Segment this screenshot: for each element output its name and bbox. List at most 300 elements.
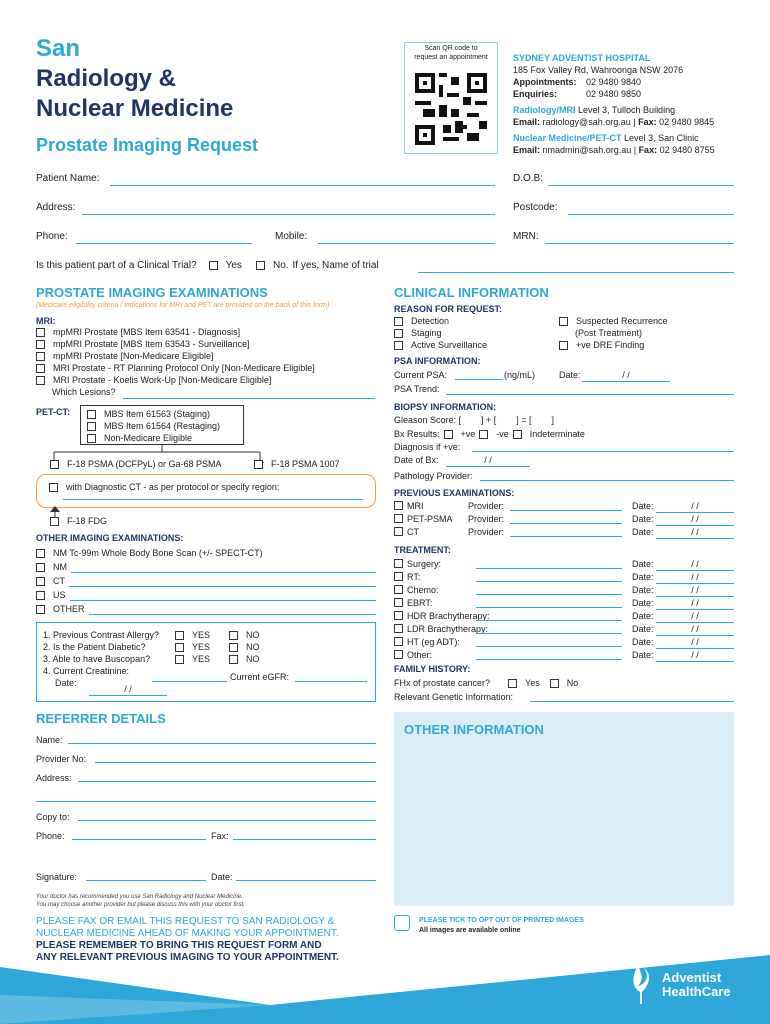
pet-item-label: MBS Item 61564 (Restaging)	[104, 421, 221, 431]
treatment-list	[394, 558, 734, 662]
diagnostic-ct-box	[36, 474, 376, 508]
prev-date-label: Date:	[632, 501, 654, 511]
diagnosis-field[interactable]	[472, 451, 734, 452]
reason-checkbox[interactable]	[394, 341, 403, 350]
notice-line-2: NUCLEAR MEDICINE AHEAD OF MAKING YOUR APPOINTMENT.	[36, 928, 339, 939]
bx-results-label: Bx Results:	[394, 429, 440, 439]
bx-pos-checkbox[interactable]	[444, 430, 453, 439]
treatment-checkbox[interactable]	[394, 572, 403, 581]
optout-checkbox[interactable]	[394, 915, 410, 931]
pathology-field[interactable]	[480, 480, 734, 481]
q4-label: 4. Current Creatinine:	[43, 666, 130, 676]
fhx-label: FHx of prostate cancer?	[394, 678, 491, 688]
optout-line-1: PLEASE TICK TO OPT OUT OF PRINTED IMAGES	[419, 917, 584, 924]
trial-row	[36, 259, 379, 272]
treatment-date-field[interactable]: / /	[656, 649, 734, 662]
mri-item[interactable]	[36, 374, 315, 386]
pet-item-label: Non-Medicare Eligible	[104, 433, 193, 443]
copy-to-field[interactable]	[78, 820, 376, 821]
referrer-fax-label: Fax:	[211, 831, 229, 841]
footer-wave	[0, 955, 770, 1024]
mri-item-label: mpMRI Prostate [Non-Medicare Eligible]	[53, 351, 214, 361]
other-checkbox[interactable]	[36, 563, 45, 572]
dob-field[interactable]	[548, 185, 734, 186]
prev-provider-field[interactable]	[510, 510, 622, 511]
prev-exam-checkbox[interactable]	[394, 527, 403, 536]
optout-line-2: All images are available online	[419, 927, 521, 934]
other-imaging-heading: OTHER IMAGING EXAMINATIONS:	[36, 533, 184, 543]
referrer-phone-field[interactable]	[72, 839, 206, 840]
referrer-phone-label: Phone:	[36, 831, 65, 841]
rad-label: Radiology/MRI	[513, 105, 576, 115]
reason-item[interactable]	[394, 315, 487, 327]
prev-provider-label: Provider:	[468, 514, 505, 524]
phone-label: Phone:	[36, 231, 68, 242]
fhx-no-label: No	[566, 678, 579, 688]
treatment-date-label: Date:	[632, 611, 654, 621]
treatment-date-field[interactable]: / /	[656, 558, 734, 571]
psa-heading: PSA INFORMATION:	[394, 356, 481, 366]
q3-no-checkbox[interactable]	[229, 655, 238, 664]
pet-checkbox[interactable]	[87, 434, 96, 443]
trial-no-checkbox[interactable]	[256, 261, 265, 270]
psma2-label: F-18 PSMA 1007	[271, 459, 340, 469]
other-item[interactable]	[36, 574, 376, 588]
bx-indet-label: Indeterminate	[529, 429, 585, 439]
treatment-field[interactable]	[476, 594, 622, 595]
mri-label: MRI:	[36, 316, 56, 326]
treatment-label: HDR Brachytherapy:	[407, 611, 490, 621]
treatment-row[interactable]	[394, 636, 734, 649]
bx-indet-checkbox[interactable]	[513, 430, 522, 439]
prev-exam-row[interactable]	[394, 513, 734, 526]
address-field[interactable]	[82, 214, 495, 215]
other-item-label: CT	[53, 576, 65, 586]
diag-ct-checkbox[interactable]	[49, 483, 58, 492]
pet-mbs-box	[80, 405, 244, 445]
address-label: Address:	[36, 202, 76, 213]
other-item-field[interactable]	[71, 572, 376, 573]
fdg-checkbox[interactable]	[50, 517, 59, 526]
other-item-field[interactable]	[69, 586, 376, 587]
qr-code-icon	[415, 73, 487, 145]
prev-date-label: Date:	[632, 527, 654, 537]
diag-ct-label: with Diagnostic CT - as per protocol or specify region:	[66, 482, 280, 492]
trial-name-field[interactable]	[418, 272, 734, 273]
treatment-row[interactable]	[394, 597, 734, 610]
q2-no-checkbox[interactable]	[229, 643, 238, 652]
bx-neg-checkbox[interactable]	[479, 430, 488, 439]
other-info-panel[interactable]	[394, 712, 734, 906]
q1-label: 1. Previous Contrast Allergy?	[43, 630, 160, 640]
fhx-yes-label: Yes	[525, 678, 540, 688]
trial-yes-label: Yes	[225, 260, 242, 271]
provider-no-label: Provider No:	[36, 754, 87, 764]
mri-item-label: mpMRI Prostate [MBS Item 63541 - Diagnosis]	[53, 327, 241, 337]
creatinine-date-field[interactable]: / /	[89, 683, 167, 696]
notice-line-3: PLEASE REMEMBER TO BRING THIS REQUEST FORM AND	[36, 940, 322, 951]
trial-no-label: No.	[272, 260, 289, 271]
genetic-label: Relevant Genetic Information:	[394, 692, 514, 702]
patient-name-field[interactable]	[110, 185, 495, 186]
referrer-address-field-2[interactable]	[36, 801, 376, 802]
fhx-row	[394, 677, 578, 689]
mri-checkbox[interactable]	[36, 340, 45, 349]
treatment-date-field[interactable]: / /	[656, 597, 734, 610]
yes-label: YES	[192, 630, 211, 640]
psa-unit: (ng/mL)	[504, 370, 536, 380]
prev-exam-label: MRI	[407, 501, 424, 511]
other-item-label: NM	[53, 562, 67, 572]
petct-label: PET-CT:	[36, 407, 71, 417]
safety-questions-box	[36, 622, 376, 702]
no-label: NO	[246, 642, 260, 652]
egfr-field[interactable]	[295, 681, 367, 682]
diag-ct-option[interactable]	[49, 481, 279, 493]
referrer-fax-field[interactable]	[233, 839, 376, 840]
prev-exam-label: PET-PSMA	[407, 514, 453, 524]
other-item-label: OTHER	[53, 604, 85, 614]
mobile-field[interactable]	[318, 243, 495, 244]
reason-checkbox[interactable]	[394, 317, 403, 326]
reason-checkbox[interactable]	[559, 317, 568, 326]
treatment-date-field[interactable]: / /	[656, 571, 734, 584]
psa-date-field[interactable]: / /	[582, 369, 670, 382]
other-item[interactable]	[36, 588, 376, 602]
creatinine-field[interactable]	[152, 681, 227, 682]
treatment-field[interactable]	[476, 581, 622, 582]
no-label: NO	[246, 630, 260, 640]
prev-provider-field[interactable]	[510, 523, 622, 524]
pet-item[interactable]	[87, 432, 237, 444]
treatment-field[interactable]	[476, 620, 622, 621]
prev-exam-row[interactable]	[394, 526, 734, 539]
psa-date-label: Date:	[559, 370, 581, 380]
treatment-checkbox[interactable]	[394, 624, 403, 633]
psa-current-field[interactable]	[455, 379, 503, 380]
prev-exam-checkbox[interactable]	[394, 501, 403, 510]
psma1-checkbox[interactable]	[50, 460, 59, 469]
disclaimer	[36, 893, 245, 909]
brand-line-2: Radiology &	[36, 65, 177, 92]
other-item-label: US	[53, 590, 66, 600]
postcode-field[interactable]	[568, 214, 734, 215]
rad-fax: 02 9480 9845	[659, 117, 715, 127]
safety-no-col	[229, 629, 260, 665]
mri-item[interactable]	[36, 350, 315, 362]
footer-logo-line-2: HealthCare	[662, 984, 731, 999]
referrer-address-label: Address:	[36, 773, 72, 783]
psa-trend-field[interactable]	[446, 394, 734, 395]
reason-checkbox[interactable]	[559, 341, 568, 350]
pathology-label: Pathology Provider:	[394, 471, 473, 481]
pet-item[interactable]	[87, 408, 237, 420]
bx-neg-label: -ve	[496, 429, 509, 439]
treatment-date-field[interactable]: / /	[656, 623, 734, 636]
bx-date-field[interactable]: / /	[446, 454, 530, 467]
safety-questions	[43, 629, 159, 689]
treatment-label: EBRT:	[407, 598, 433, 608]
diag-ct-region-field[interactable]	[63, 499, 363, 500]
treatment-checkbox[interactable]	[394, 585, 403, 594]
pet-item[interactable]	[87, 420, 237, 432]
mri-item-label: mpMRI Prostate [MBS Item 63543 - Surveillance]	[53, 339, 250, 349]
prev-provider-label: Provider:	[468, 501, 505, 511]
signature-label: Signature:	[36, 872, 78, 882]
q3-label: 3. Able to have Buscopan?	[43, 654, 151, 664]
bx-results-row	[394, 428, 585, 440]
which-lesions-field[interactable]	[123, 398, 375, 399]
psa-current-label: Current PSA:	[394, 370, 448, 380]
phone-field[interactable]	[76, 243, 252, 244]
fhx-yes-checkbox[interactable]	[508, 679, 517, 688]
treatment-row[interactable]	[394, 584, 734, 597]
reason-label: Active Surveillance	[411, 340, 488, 350]
treatment-field[interactable]	[476, 568, 622, 569]
referrer-heading: REFERRER DETAILS	[36, 711, 166, 726]
treatment-field[interactable]	[476, 607, 622, 608]
provider-no-field[interactable]	[95, 762, 376, 763]
rad-fax-label: Fax:	[638, 117, 657, 127]
signature-field[interactable]	[86, 880, 206, 881]
prev-exam-checkbox[interactable]	[394, 514, 403, 523]
treatment-field[interactable]	[476, 633, 622, 634]
treatment-label: LDR Brachytherapy:	[407, 624, 489, 634]
q2-yes-checkbox[interactable]	[175, 643, 184, 652]
treatment-date-label: Date:	[632, 650, 654, 660]
psma2-checkbox[interactable]	[254, 460, 263, 469]
q2-label: 2. Is the Patient Diabetic?	[43, 642, 146, 652]
notice-line-4: ANY RELEVANT PREVIOUS IMAGING TO YOUR APPOINTMENT.	[36, 952, 339, 963]
mri-checkbox[interactable]	[36, 376, 45, 385]
mrn-field[interactable]	[545, 243, 734, 244]
other-imaging-list	[36, 546, 376, 616]
referrer-name-label: Name:	[36, 735, 63, 745]
egfr-label: Current eGFR:	[230, 672, 290, 682]
form-title: Prostate Imaging Request	[36, 135, 259, 155]
diagnosis-label: Diagnosis if +ve:	[394, 442, 461, 452]
treatment-date-label: Date:	[632, 572, 654, 582]
pet-item-label: MBS Item 61563 (Staging)	[104, 409, 211, 419]
reason-label: Staging	[411, 328, 442, 338]
gleason-score[interactable]: Gleason Score: [ ] + [ ] = [ ]	[394, 415, 555, 425]
mri-item[interactable]	[36, 326, 315, 338]
other-item[interactable]	[36, 546, 376, 560]
medicare-note: (Medicare eligibility criteria / indications for MRI and PET are provided on the back of this form)	[36, 302, 330, 309]
rad-email[interactable]: radiology@sah.org.au	[542, 117, 631, 127]
treatment-field[interactable]	[476, 646, 622, 647]
mri-item[interactable]	[36, 338, 315, 350]
treatment-checkbox[interactable]	[394, 650, 403, 659]
referrer-date-field[interactable]	[236, 880, 376, 881]
psma1-label: F-18 PSMA (DCFPyL) or Ga-68 PSMA	[67, 459, 222, 469]
treatment-row[interactable]	[394, 558, 734, 571]
prev-date-label: Date:	[632, 514, 654, 524]
treatment-date-label: Date:	[632, 624, 654, 634]
prostate-heading: PROSTATE IMAGING EXAMINATIONS	[36, 285, 268, 300]
treatment-row[interactable]	[394, 571, 734, 584]
other-item-label: NM Tc-99m Whole Body Bone Scan (+/- SPECT-CT)	[53, 548, 263, 558]
fdg-option[interactable]	[50, 515, 107, 527]
footer-logo-text	[662, 971, 731, 999]
genetic-field[interactable]	[530, 701, 734, 702]
treatment-heading: TREATMENT:	[394, 545, 451, 555]
appt-phone: 02 9480 9840	[586, 77, 642, 87]
trial-name-label: If yes, Name of trial	[292, 260, 379, 271]
optout-text	[419, 916, 584, 936]
enq-phone: 02 9480 9850	[586, 89, 642, 99]
safety-yes-col	[175, 629, 210, 665]
reason-heading: REASON FOR REQUEST:	[394, 304, 503, 314]
dob-label: D.O.B:	[513, 173, 544, 184]
psa-trend-label: PSA Trend:	[394, 384, 440, 394]
q1-yes-checkbox[interactable]	[175, 631, 184, 640]
treatment-date-label: Date:	[632, 598, 654, 608]
mri-item-label: MRI Prostate - RT Planning Protocol Only [Non-Medicare Eligible]	[53, 363, 315, 373]
prev-provider-label: Provider:	[468, 527, 505, 537]
creatinine-date-label: Date:	[55, 678, 77, 688]
treatment-date-label: Date:	[632, 637, 654, 647]
copy-to-label: Copy to:	[36, 812, 70, 822]
mobile-label: Mobile:	[275, 231, 308, 242]
other-item[interactable]	[36, 560, 376, 574]
treatment-label: Other:	[407, 650, 433, 660]
fhx-no-checkbox[interactable]	[550, 679, 559, 688]
q1-no-checkbox[interactable]	[229, 631, 238, 640]
hospital-name: SYDNEY ADVENTIST HOSPITAL	[513, 53, 651, 63]
yes-label: YES	[192, 642, 211, 652]
mrn-label: MRN:	[513, 231, 539, 242]
treatment-checkbox[interactable]	[394, 611, 403, 620]
treatment-label: Surgery:	[407, 559, 442, 569]
fdg-label: F-18 FDG	[67, 516, 108, 526]
reason-label: +ve DRE Finding	[576, 340, 645, 350]
clinical-heading: CLINICAL INFORMATION	[394, 285, 549, 300]
mri-checkbox[interactable]	[36, 352, 45, 361]
nm-fax-label: Fax:	[638, 145, 658, 155]
hospital-info: SYDNEY ADVENTIST HOSPITAL 185 Fox Valley Rd, Wahroonga NSW 2076 Appointments: 02 9480 9840 Enquiries: 02 9480 9850 Radiology/MRI Level 3, Tulloch Building Email: radiology@sah.org.au | Fax: 02 9480 9845 Nuclear Medicine/PET-CT Level 3, San Clinic Email: nmadmin@sah.org.au | Fax: 02 9480 8755	[513, 52, 763, 156]
prev-provider-field[interactable]	[510, 536, 622, 537]
brand-logo-text	[36, 34, 233, 124]
treatment-label: HT (eg ADT):	[407, 637, 460, 647]
postcode-label: Postcode:	[513, 202, 558, 213]
treatment-checkbox[interactable]	[394, 637, 403, 646]
rad-location: Level 3, Tulloch Building	[578, 105, 676, 115]
treatment-date-field[interactable]: / /	[656, 584, 734, 597]
reason-item[interactable]	[394, 339, 487, 351]
enq-label: Enquiries:	[513, 89, 558, 99]
referrer-date-label: Date:	[211, 872, 233, 882]
referrer-name-field[interactable]	[68, 743, 376, 744]
brand-line-3: Nuclear Medicine	[36, 95, 234, 122]
other-info-heading: OTHER INFORMATION	[404, 722, 544, 737]
reason-label: Suspected Recurrence	[576, 316, 668, 326]
bx-pos-label: +ve	[460, 429, 476, 439]
reason-item[interactable]	[559, 315, 668, 327]
nm-email[interactable]: nmadmin@sah.org.au	[542, 145, 632, 155]
reason-checkbox[interactable]	[394, 329, 403, 338]
qr-block[interactable]	[404, 42, 498, 154]
psma-option-1[interactable]	[50, 458, 222, 470]
treatment-date-field[interactable]: / /	[656, 636, 734, 649]
trial-yes-checkbox[interactable]	[209, 261, 218, 270]
brand-line-1: San	[36, 35, 81, 62]
other-checkbox[interactable]	[36, 605, 45, 614]
pet-checkbox[interactable]	[87, 422, 96, 431]
treatment-row[interactable]	[394, 623, 734, 636]
prev-date-field[interactable]: / /	[656, 526, 734, 539]
prev-date-field[interactable]: / /	[656, 500, 734, 513]
reasons-right	[559, 315, 668, 351]
referrer-address-field[interactable]	[78, 781, 376, 782]
disclaimer-line-2: You may choose another provider but please discuss this with your doctor first.	[36, 902, 245, 908]
qr-caption-2: request an appointment	[414, 54, 488, 61]
treatment-field[interactable]	[476, 659, 622, 660]
mri-item[interactable]	[36, 362, 315, 374]
reasons-left	[394, 315, 487, 351]
qr-caption-1: Scan QR code to	[424, 45, 478, 52]
mri-checkbox[interactable]	[36, 364, 45, 373]
treatment-checkbox[interactable]	[394, 598, 403, 607]
nm-label: Nuclear Medicine/PET-CT	[513, 133, 622, 143]
treatment-checkbox[interactable]	[394, 559, 403, 568]
pet-checkbox[interactable]	[87, 410, 96, 419]
hospital-address: 185 Fox Valley Rd, Wahroonga NSW 2076	[513, 65, 684, 75]
which-lesions-label: Which Lesions?	[52, 387, 116, 397]
adventist-flame-icon	[628, 960, 654, 1004]
q3-yes-checkbox[interactable]	[175, 655, 184, 664]
other-checkbox[interactable]	[36, 549, 45, 558]
other-checkbox[interactable]	[36, 577, 45, 586]
footer-logo-line-1: Adventist	[662, 970, 722, 985]
other-checkbox[interactable]	[36, 591, 45, 600]
reason-item[interactable]	[559, 339, 668, 351]
nm-email-label: Email:	[513, 145, 541, 155]
other-item[interactable]	[36, 602, 376, 616]
appt-label: Appointments:	[513, 77, 577, 87]
bx-date-label: Date of Bx:	[394, 455, 439, 465]
other-item-field[interactable]	[70, 600, 376, 601]
treatment-date-label: Date:	[632, 585, 654, 595]
disclaimer-line-1: Your doctor has recommended you use San Radiology and Nuclear Medicine.	[36, 894, 243, 900]
prev-exams-heading: PREVIOUS EXAMINATIONS:	[394, 488, 515, 498]
treatment-date-label: Date:	[632, 559, 654, 569]
no-label: NO	[246, 654, 260, 664]
rad-email-label: Email:	[513, 117, 541, 127]
notice-line-1: PLEASE FAX OR EMAIL THIS REQUEST TO SAN RADIOLOGY &	[36, 916, 335, 927]
prev-exam-row[interactable]	[394, 500, 734, 513]
prev-date-field[interactable]: / /	[656, 513, 734, 526]
mri-checkbox[interactable]	[36, 328, 45, 337]
treatment-date-field[interactable]: / /	[656, 610, 734, 623]
mri-list	[36, 326, 315, 398]
trial-question: Is this patient part of a Clinical Trial?	[36, 260, 197, 271]
other-item-field[interactable]	[89, 614, 377, 615]
treatment-row[interactable]	[394, 610, 734, 623]
reason-sublabel: (Post Treatment)	[575, 328, 643, 338]
treatment-label: RT:	[407, 572, 421, 582]
prev-exam-label: CT	[407, 527, 419, 537]
reason-label: Detection	[411, 316, 450, 326]
biopsy-heading: BIOPSY INFORMATION:	[394, 402, 497, 412]
yes-label: YES	[192, 654, 211, 664]
reason-item[interactable]	[394, 327, 487, 339]
nm-fax: 02 9480 8755	[659, 145, 715, 155]
treatment-row[interactable]	[394, 649, 734, 662]
psma-option-2[interactable]	[254, 458, 340, 470]
mri-item-label: MRI Prostate - Koelis Work-Up [Non-Medicare Eligible]	[53, 375, 272, 385]
patient-name-label: Patient Name:	[36, 173, 100, 184]
